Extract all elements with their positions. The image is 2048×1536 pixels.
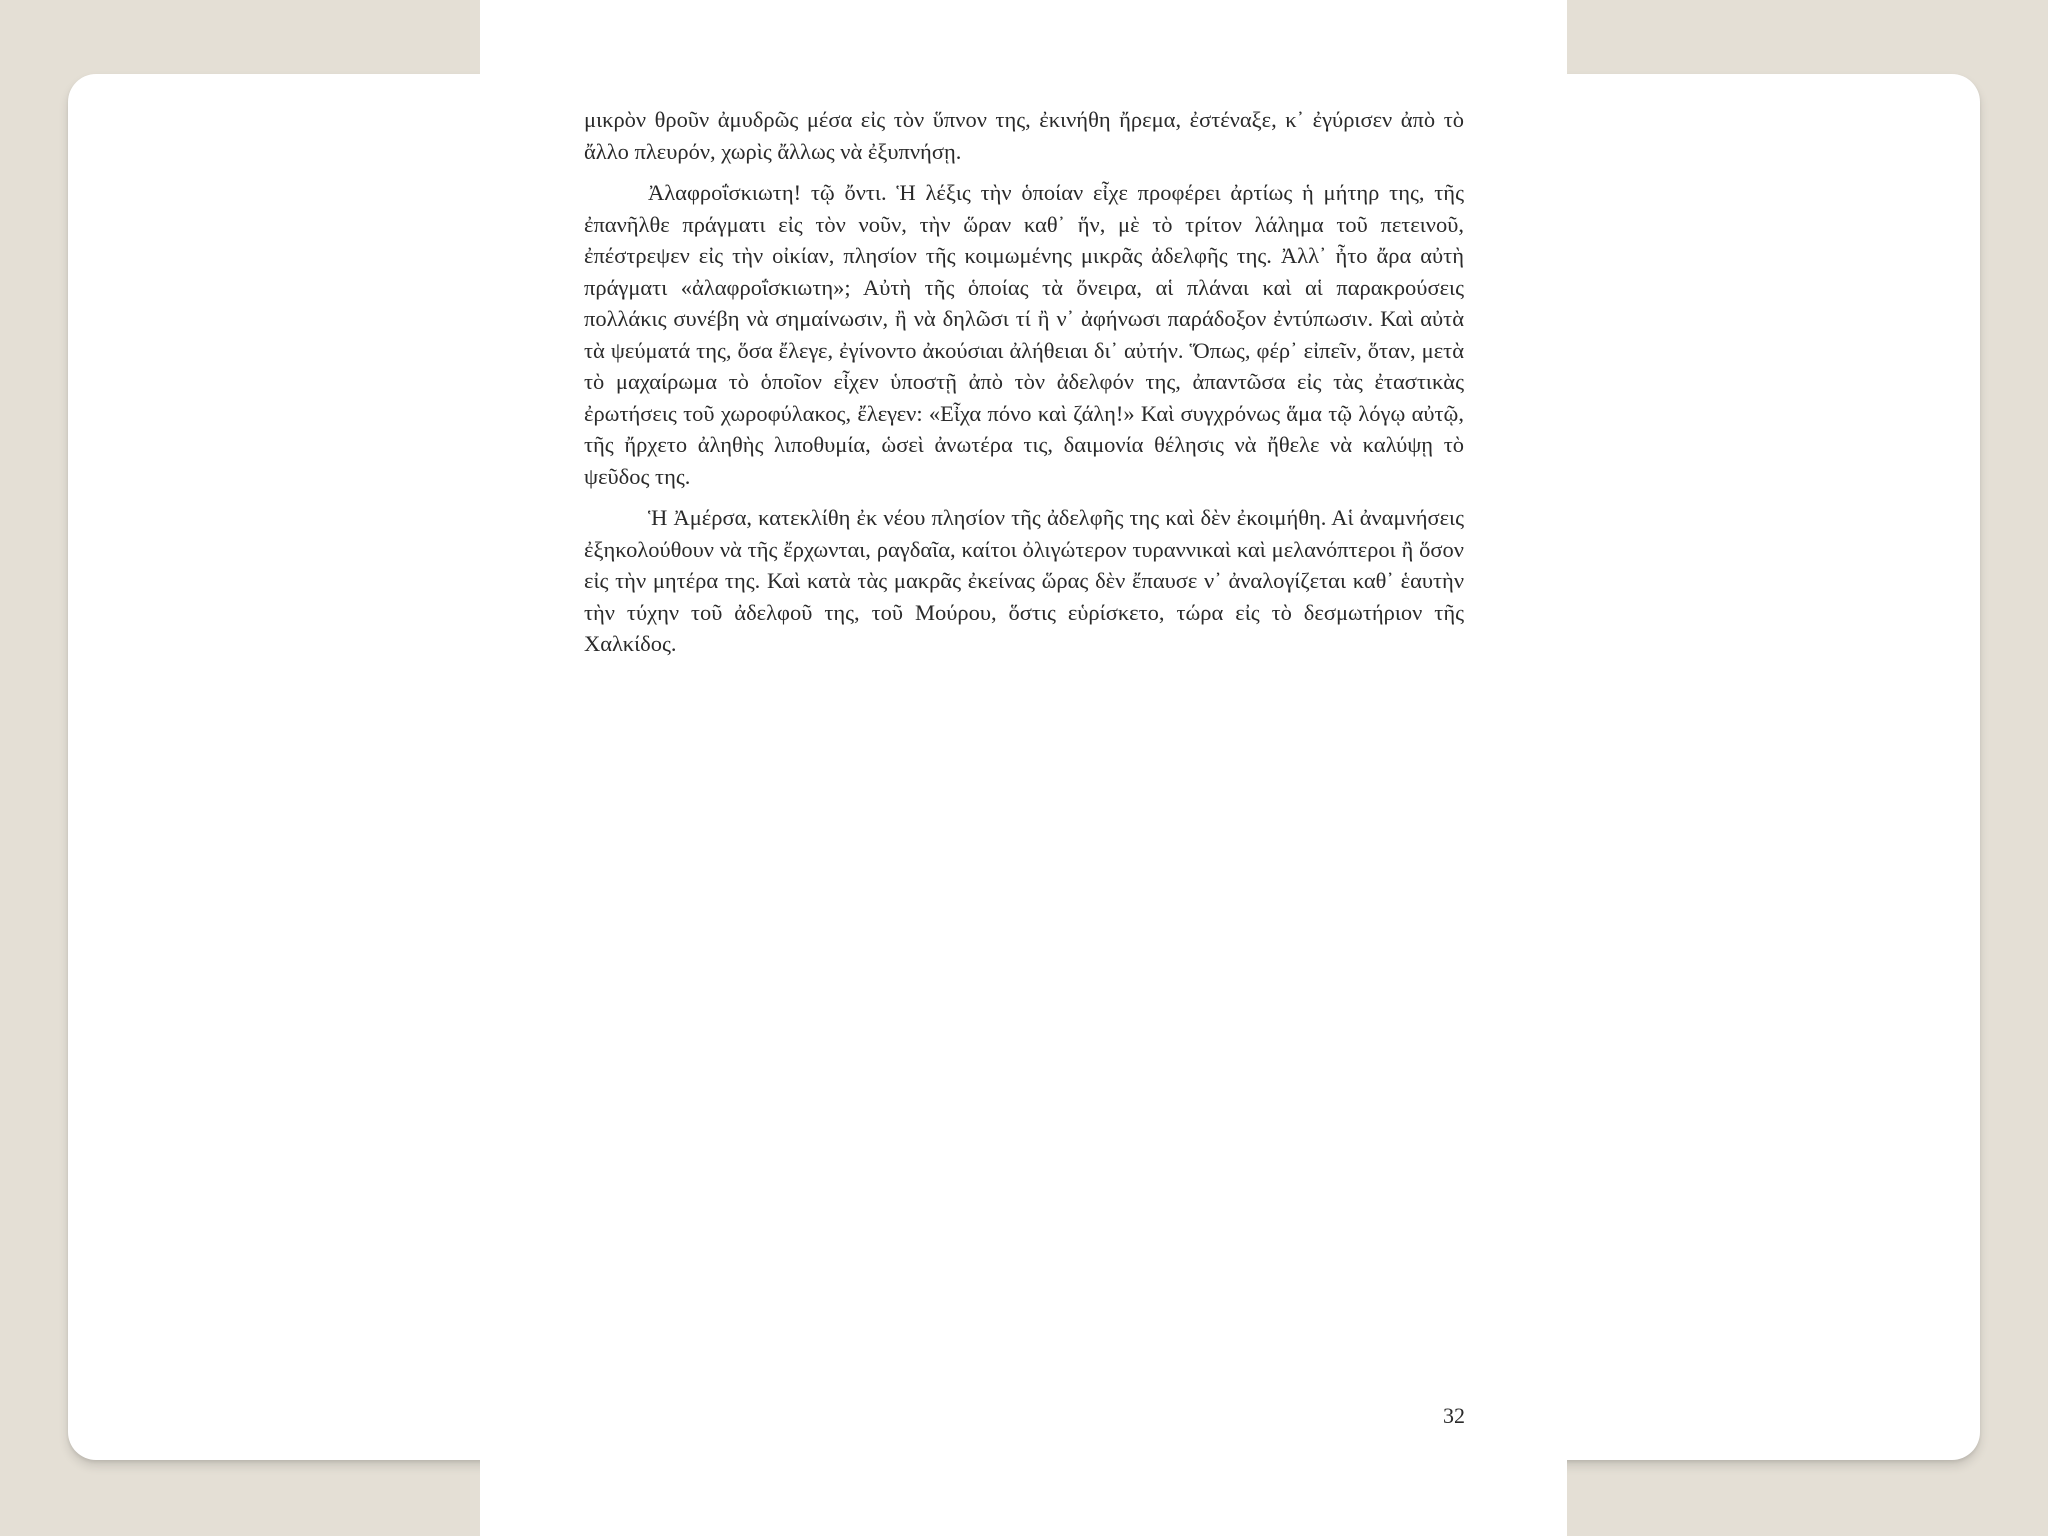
paragraph-3: Ἡ Ἀμέρσα, κατεκλίθη ἐκ νέου πλησίον τῆς ἀδελφῆς της καὶ δὲν ἐκοιμήθη. Αἱ ἀναμνήσεις ἐξηκολούθουν νὰ τῆς ἔρχωνται, ραγδαῖα, καίτοι ὀλιγώτερον τυραννικαὶ καὶ μελανόπτεροι ἢ ὅσον εἰς τὴν μητέρα της. Καὶ κατὰ τὰς μακρᾶς ἐκείνας ὥρας δὲν ἔπαυσε ν᾽ ἀναλογίζεται καθ᾽ ἑαυτὴν τὴν τύχην τοῦ ἀδελφοῦ της, τοῦ Μούρου, ὅστις εὑρίσκετο, τώρα εἰς τὸ δεσμωτήριον τῆς Χαλκίδος. bbox=[584, 505, 1464, 656]
body-text bbox=[584, 104, 1464, 670]
document-page bbox=[480, 0, 1567, 1536]
paragraph-2: Ἀλαφροΐσκιωτη! τῷ ὄντι. Ἡ λέξις τὴν ὁποίαν εἶχε προφέρει ἀρτίως ἡ μήτηρ της, τῆς ἐπανῆλθε πράγματι εἰς τὸν νοῦν, τὴν ὥραν καθ᾽ ἥν, μὲ τὸ τρίτον λάλημα τοῦ πετεινοῦ, ἐπέστρεψεν εἰς τὴν οἰκίαν, πλησίον τῆς κοιμωμένης μικρᾶς ἀδελφῆς της. Ἀλλ᾽ ἦτο ἄρα αὐτὴ πράγματι «ἀλαφροΐσκιωτη»; Αὐτὴ τῆς ὁποίας τὰ ὄνειρα, αἱ πλάναι καὶ αἱ παρακρούσεις πολλάκις συνέβη νὰ σημαίνωσιν, ἢ νὰ δηλῶσι τί ἢ ν᾽ ἀφήνωσι παράδοξον ἐντύπωσιν. Καὶ αὐτὰ τὰ ψεύματά της, ὅσα ἔλεγε, ἐγίνοντο ἀκούσιαι ἀλήθειαι δι᾽ αὐτήν. Ὅπως, φέρ᾽ εἰπεῖν, ὅταν, μετὰ τὸ μαχαίρωμα τὸ ὁποῖον εἶχεν ὑποστῇ ἀπὸ τὸν ἀδελφόν της, ἀπαντῶσα εἰς τὰς ἐταστικὰς ἐρωτήσεις τοῦ χωροφύλακος, ἔλεγεν: «Εἶχα πόνο καὶ ζάλη!» Καὶ συγχρόνως ἅμα τῷ λόγῳ αὐτῷ, τῆς ἤρχετο ἀληθὴς λιποθυμία, ὡσεὶ ἀνωτέρα τις, δαιμονία θέλησις νὰ ἤθελε νὰ καλύψῃ τὸ ψεῦδος της. bbox=[584, 180, 1464, 489]
paragraph-1: μικρὸν θροῦν ἀμυδρῶς μέσα εἰς τὸν ὕπνον της, ἐκινήθη ἤρεμα, ἐστέναξε, κ᾽ ἐγύρισεν ἀπὸ τὸ ἄλλο πλευρόν, χωρὶς ἄλλως νὰ ἐξυπνήσῃ. bbox=[584, 107, 1464, 164]
page-number: 32 bbox=[1443, 1403, 1465, 1428]
